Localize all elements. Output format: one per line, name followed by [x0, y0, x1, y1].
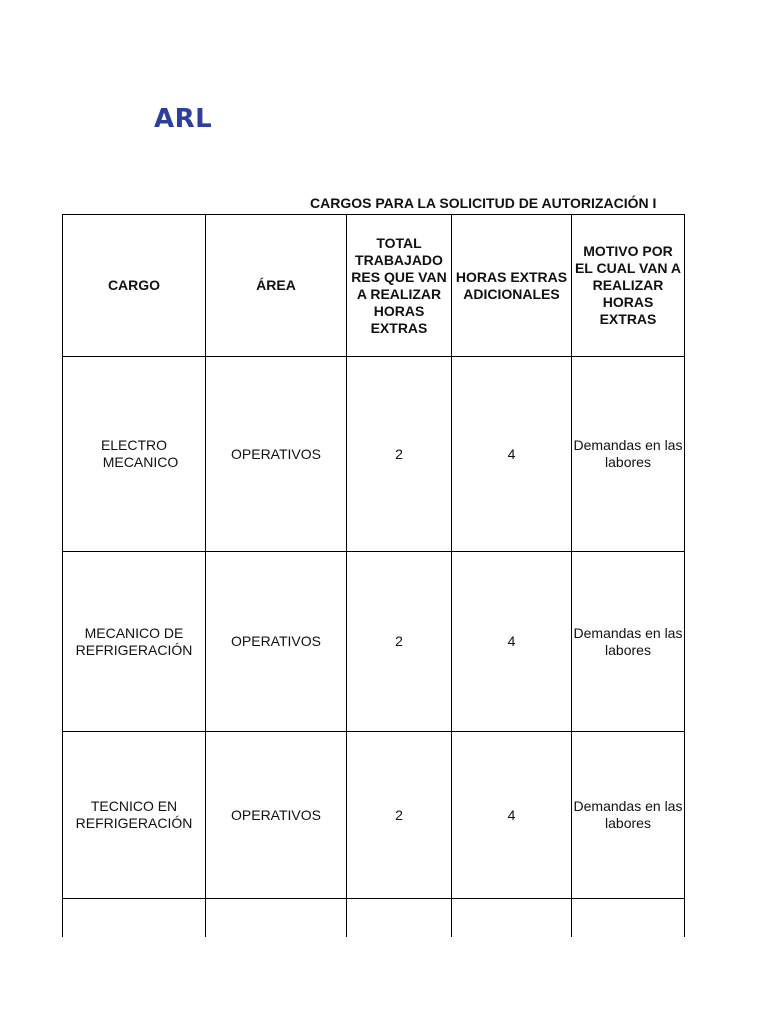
cargo-cell: [63, 732, 206, 899]
cargo-line: REFRIGERACIÓN: [75, 815, 193, 831]
cargo-line: TECNICO EN: [90, 798, 178, 814]
cargo-line: MECANICO DE: [84, 624, 184, 641]
header-total-workers: TOTAL TRABAJADO RES QUE VAN A REALIZAR HORAS EXTRAS: [347, 215, 452, 357]
area-cell: OPERATIVOS: [206, 552, 347, 732]
empty-cell: [63, 899, 206, 938]
cargo-line: MECANICO: [102, 454, 179, 470]
empty-cell: [206, 899, 347, 938]
total-workers-cell: 2: [347, 552, 452, 732]
cargo-line: ELECTRO: [100, 437, 168, 453]
header-reason: MOTIVO POR EL CUAL VAN A REALIZAR HORAS EXTRAS: [572, 215, 685, 357]
header-extra-hours: HORAS EXTRAS ADICIONALES: [452, 215, 572, 357]
table-row: [63, 357, 685, 552]
area-cell: OPERATIVOS: [206, 357, 347, 552]
overtime-table-container: [62, 214, 685, 937]
table-row: [63, 732, 685, 899]
reason-cell: Demandas en las labores: [572, 357, 685, 552]
table-header-row: [63, 215, 685, 357]
overtime-authorization-table: [62, 214, 685, 937]
table-row-empty: [63, 899, 685, 938]
header-cargo: CARGO: [63, 215, 206, 357]
cargo-line: REFRIGERACIÓN: [75, 641, 193, 658]
area-cell: OPERATIVOS: [206, 732, 347, 899]
arl-logo: ARL: [154, 104, 213, 134]
extra-hours-cell: 4: [452, 732, 572, 899]
reason-cell: Demandas en las labores: [572, 732, 685, 899]
total-workers-cell: 2: [347, 732, 452, 899]
extra-hours-cell: 4: [452, 552, 572, 732]
header-area: ÁREA: [206, 215, 347, 357]
empty-cell: [572, 899, 685, 938]
table-row: [63, 552, 685, 732]
total-workers-cell: 2: [347, 357, 452, 552]
extra-hours-cell: 4: [452, 357, 572, 552]
reason-cell: Demandas en las labores: [572, 552, 685, 732]
document-title: CARGOS PARA LA SOLICITUD DE AUTORIZACIÓN I: [310, 195, 657, 211]
cargo-cell: [63, 357, 206, 552]
empty-cell: [452, 899, 572, 938]
empty-cell: [347, 899, 452, 938]
cargo-cell: [63, 552, 206, 732]
